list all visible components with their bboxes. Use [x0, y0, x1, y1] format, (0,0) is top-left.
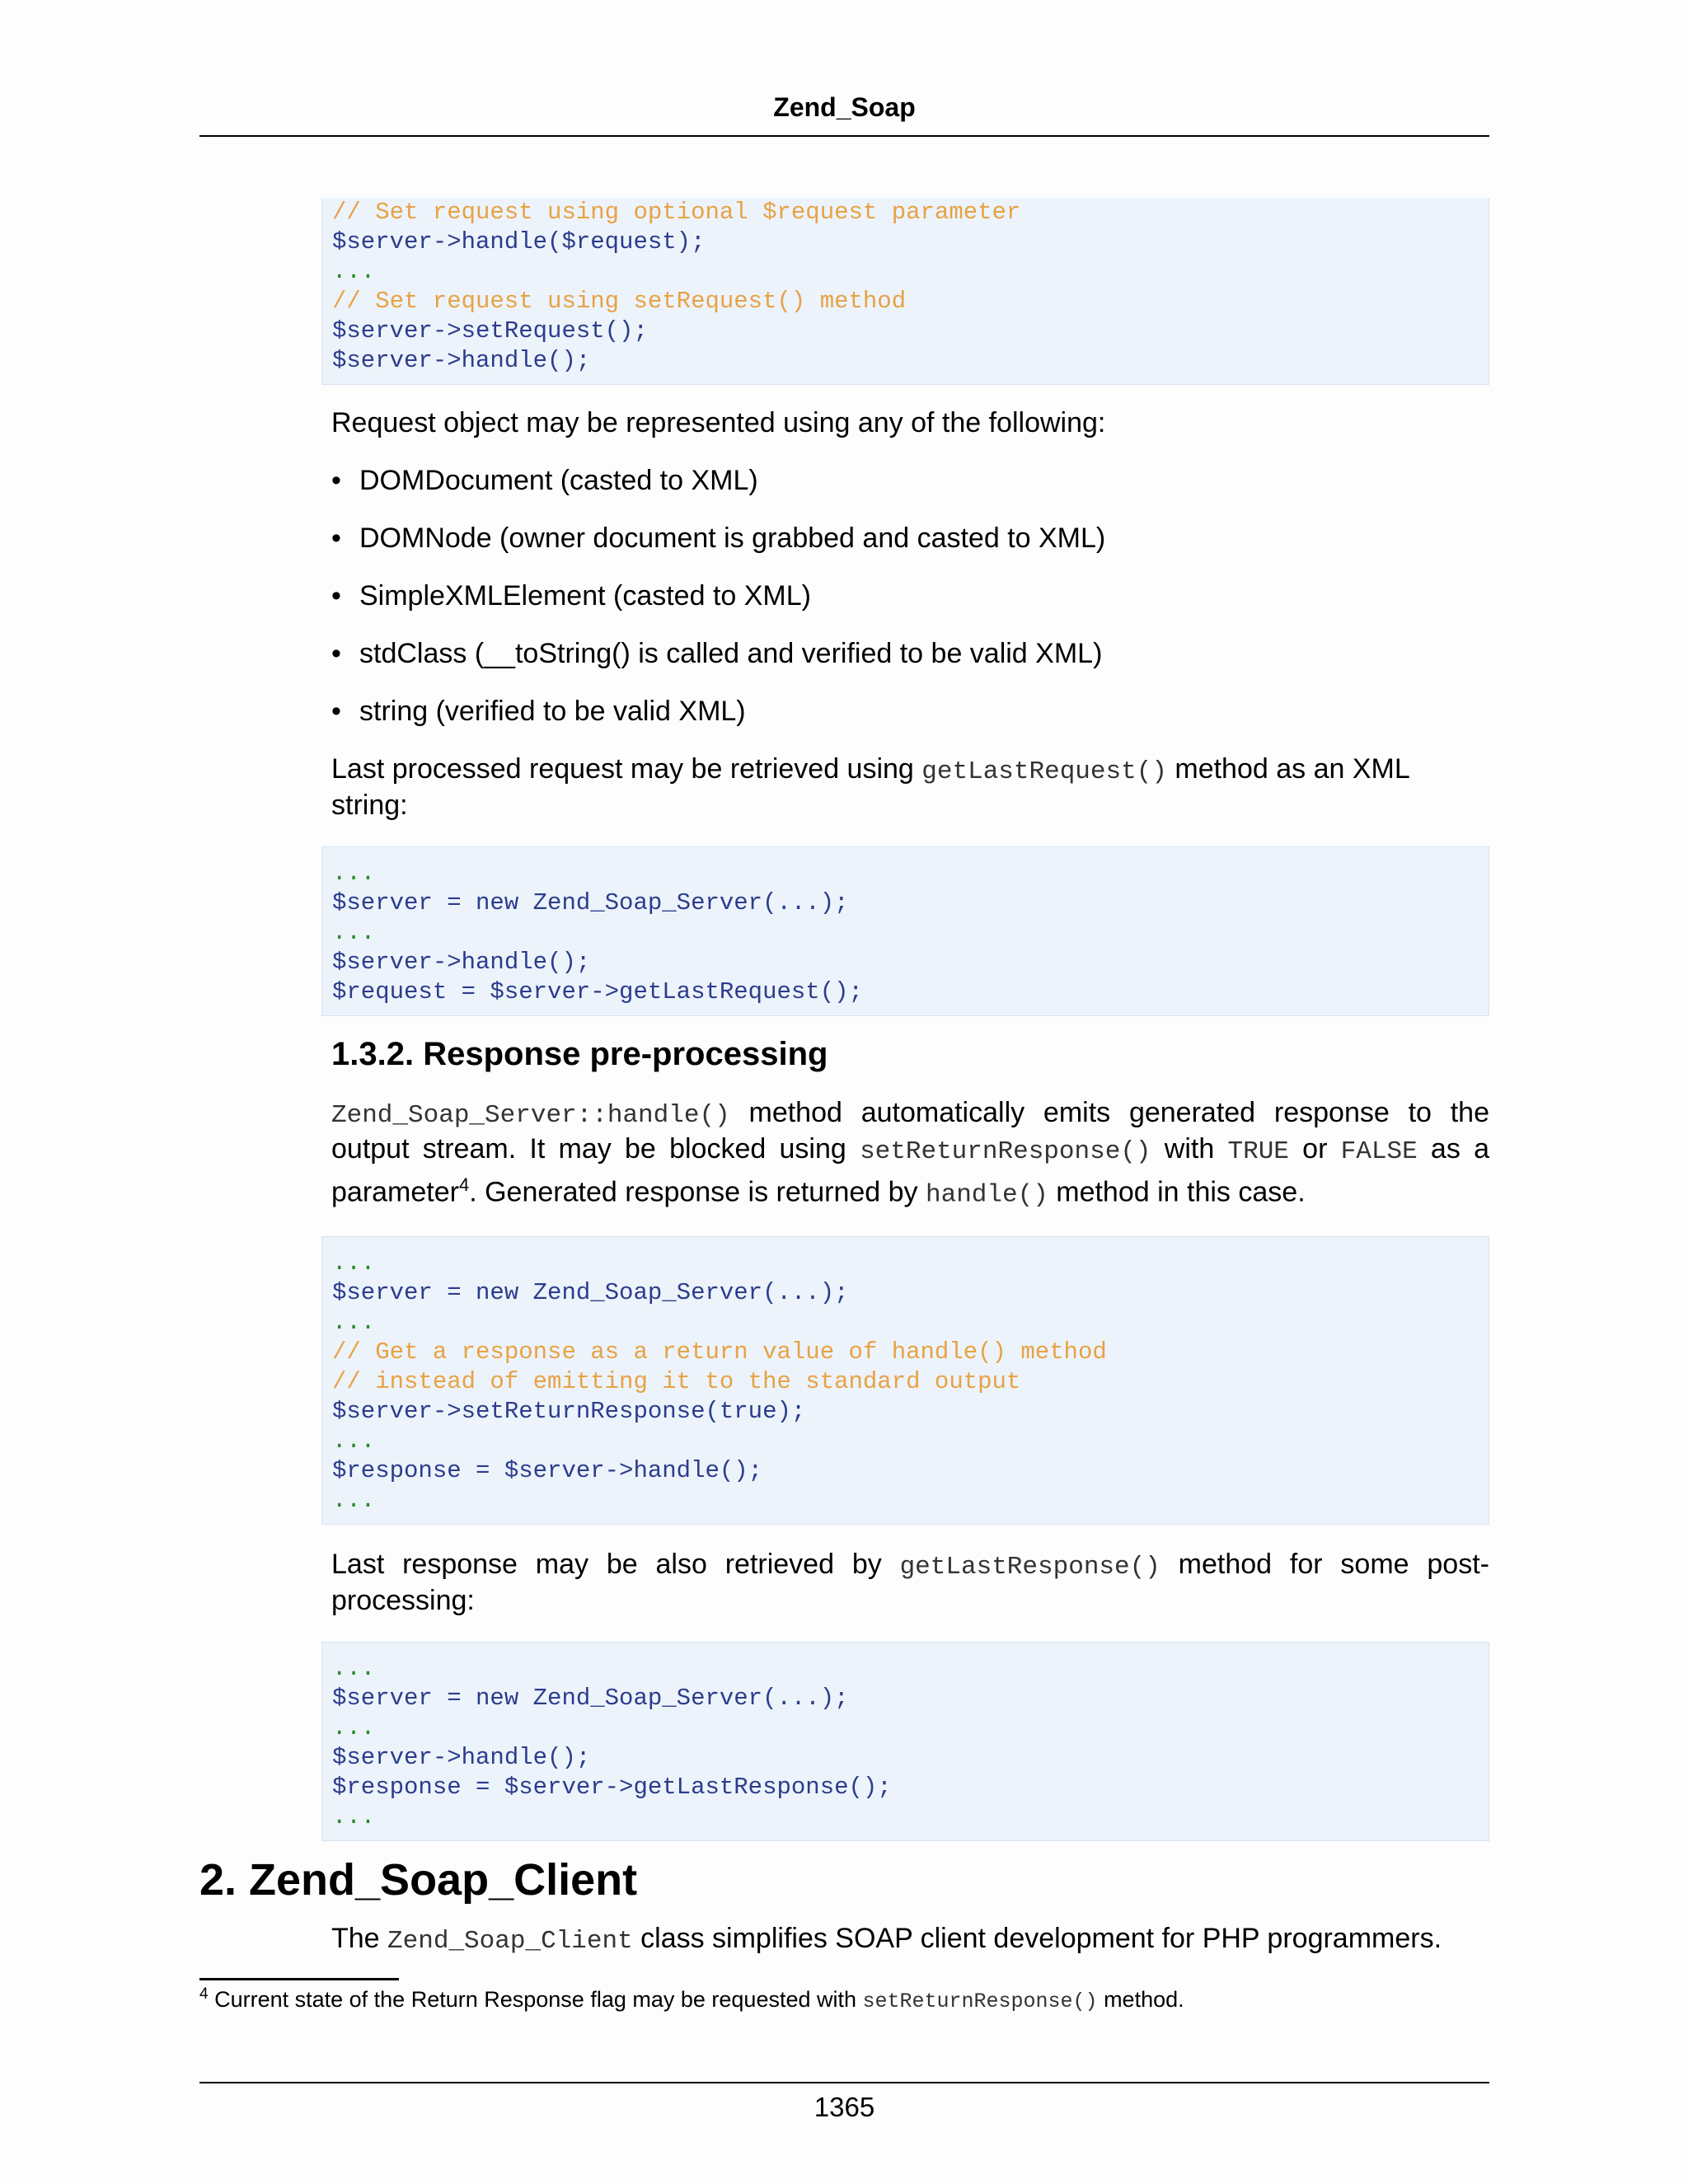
footnote-number: 4	[199, 1985, 209, 2004]
code-line: ...	[332, 1427, 376, 1455]
code-line: $server->handle();	[332, 1744, 591, 1772]
code-line: $response = $server->handle();	[332, 1457, 763, 1485]
header-rule	[199, 135, 1489, 137]
code-line: ...	[332, 919, 376, 946]
code-line: ...	[332, 1309, 376, 1337]
section-heading-1-3-2: 1.3.2. Response pre-processing	[331, 1036, 828, 1072]
code-line: ...	[332, 1714, 376, 1742]
last-request-paragraph: Last processed request may be retrieved using getLastRequest() method as an XML string:	[331, 753, 1409, 821]
code-line: $server = new Zend_Soap_Server(...);	[332, 1685, 849, 1713]
code-line: // Set request using setRequest() method	[332, 288, 907, 315]
code-line: ...	[332, 860, 376, 887]
footer-rule	[199, 2082, 1489, 2083]
code-line: $response = $server->getLastResponse();	[332, 1774, 892, 1802]
list-item: • DOMDocument (casted to XML)	[331, 465, 758, 496]
code-line: $request = $server->getLastRequest();	[332, 978, 863, 1005]
code-line: $server->setRequest();	[332, 317, 648, 344]
code-line: $server->setReturnResponse(true);	[332, 1398, 806, 1426]
intro-paragraph: Request object may be represented using any of the following:	[331, 407, 1106, 438]
footnote-rule	[199, 1978, 399, 1980]
section-heading-2: 2. Zend_Soap_Client	[199, 1855, 638, 1905]
client-paragraph: The Zend_Soap_Client class simplifies SOAP client development for PHP programmers.	[331, 1923, 1442, 1957]
request-types-list	[331, 464, 1489, 728]
code-line: // Set request using optional $request parameter	[332, 199, 1021, 226]
code-line: $server = new Zend_Soap_Server(...);	[332, 1279, 849, 1307]
code-line: // instead of emitting it to the standard output	[332, 1368, 1021, 1396]
list-item: • DOMNode (owner document is grabbed and casted to XML)	[331, 523, 1106, 554]
code-line: // Get a response as a return value of handle() method	[332, 1338, 1107, 1366]
running-header: Zend_Soap	[773, 92, 916, 122]
code-line: ...	[332, 1249, 376, 1277]
last-response-paragraph: Last response may be also retrieved by getLastResponse() method for some post-processing:	[331, 1549, 1489, 1617]
code-block-set-request	[321, 198, 1489, 385]
footnote-reference[interactable]: 4	[458, 1174, 470, 1195]
code-line: ...	[332, 1803, 376, 1831]
footnote: $^4$ Current state of the Return Response flag may be requested with setReturnResponse() method.	[199, 1985, 1184, 2014]
response-paragraph: Zend_Soap_Server::handle() method automatically emits generated response to the output stream. It may be blocked using setReturnResponse() with TRUE or FALSE as a parameter$^4$. Generated response is returned by handle() method in this case.	[331, 1097, 1489, 1210]
page-number: 1365	[814, 2092, 875, 2122]
code-line: $server->handle();	[332, 949, 591, 976]
page-content	[199, 198, 1489, 2013]
code-line: ...	[332, 1487, 376, 1515]
code-block-get-last-request	[321, 846, 1489, 1016]
code-line: $server = new Zend_Soap_Server(...);	[332, 889, 849, 916]
list-item: • stdClass (__toString() is called and verified to be valid XML)	[331, 638, 1103, 669]
code-line: ...	[332, 1655, 376, 1683]
code-line: $server->handle($request);	[332, 228, 706, 255]
code-block-get-last-response	[321, 1642, 1489, 1841]
code-line: $server->handle();	[332, 347, 591, 374]
list-item: • SimpleXMLElement (casted to XML)	[331, 580, 811, 612]
list-item: • string (verified to be valid XML)	[331, 696, 746, 727]
code-block-return-response	[321, 1236, 1489, 1525]
code-line: ...	[332, 258, 376, 285]
